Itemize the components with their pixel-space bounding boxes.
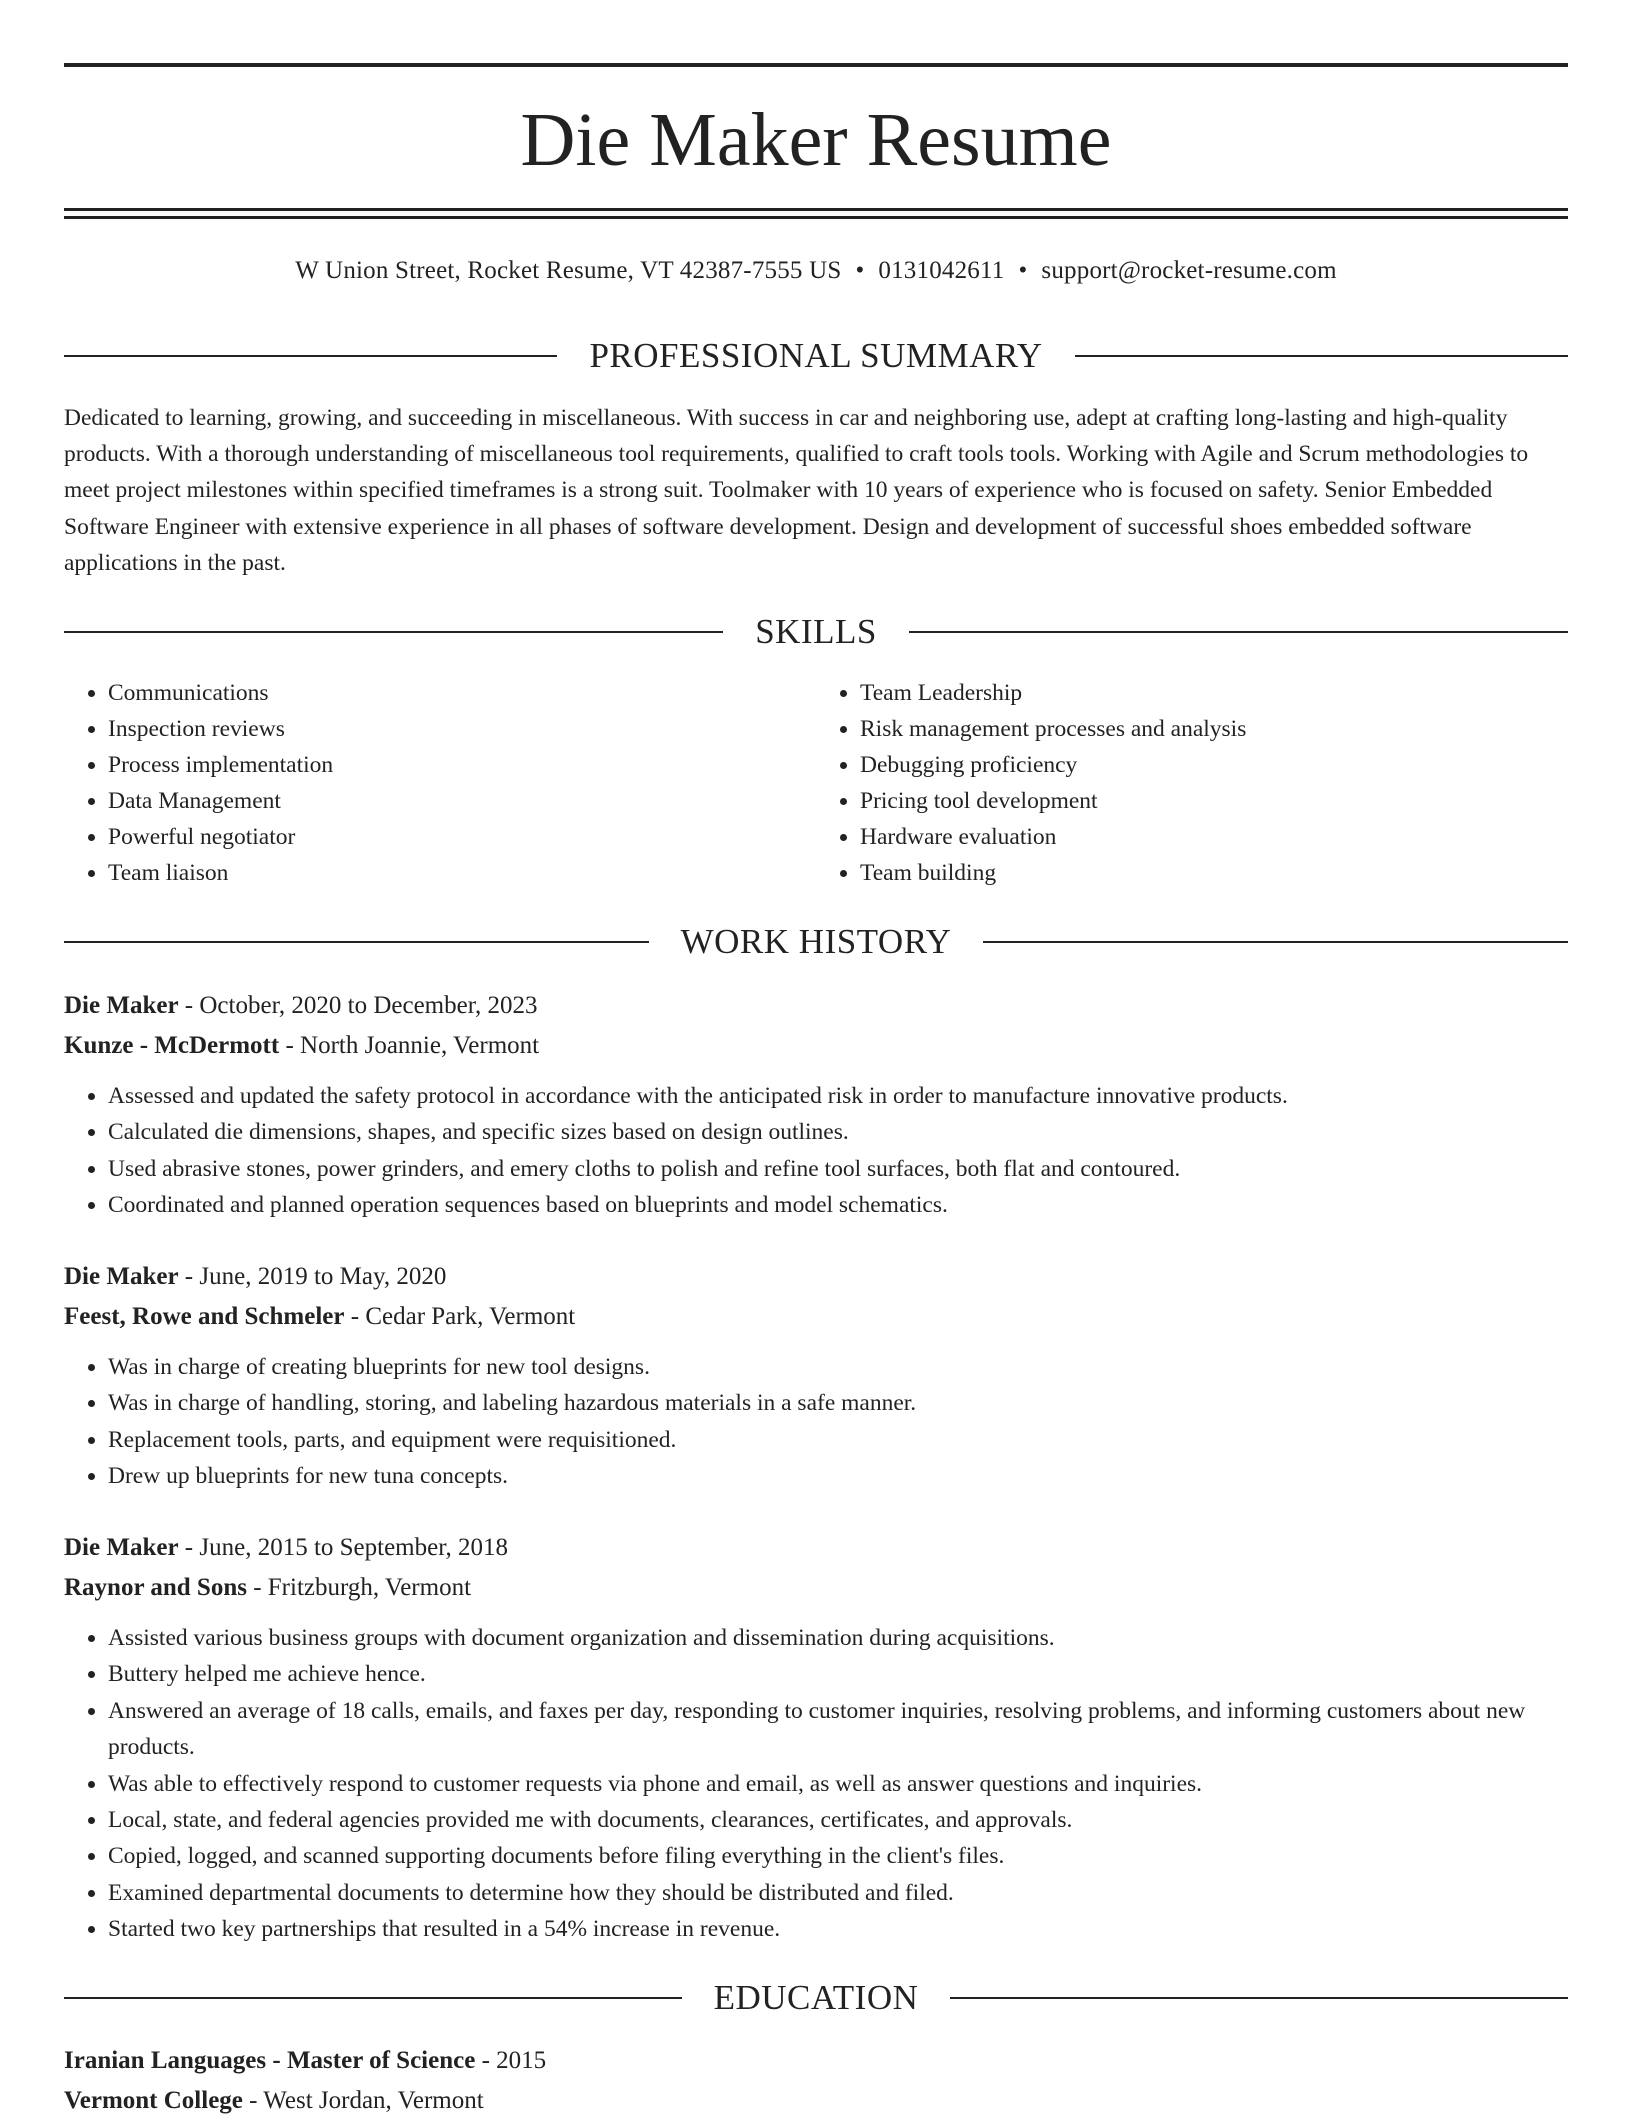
- job-bullets: [64, 1620, 1568, 1948]
- education-location: - West Jordan, Vermont: [242, 2087, 484, 2114]
- job-bullet: • Answered an average of 18 calls, emails, and faxes per day, responding to customer inquiries, resolving problems, and informing customers about new products.: [108, 1693, 1568, 1766]
- header-double-rule-lower: [64, 216, 1568, 219]
- job-company: Raynor and Sons: [64, 1574, 247, 1601]
- job-company: Kunze - McDermott: [64, 1032, 280, 1059]
- header-top-rule: [64, 63, 1568, 67]
- job-title-row: [64, 1257, 1568, 1297]
- job-bullet: • Replacement tools, parts, and equipment were requisitioned.: [108, 1422, 1568, 1458]
- job-location: - Cedar Park, Vermont: [344, 1303, 576, 1330]
- job-bullet: • Drew up blueprints for new tuna concepts.: [108, 1458, 1568, 1494]
- job-bullet: • Buttery helped me achieve hence.: [108, 1656, 1568, 1692]
- section-title: WORK HISTORY: [680, 922, 952, 961]
- section-title: SKILLS: [755, 612, 877, 651]
- skill-item: • Process implementation: [108, 747, 816, 783]
- job-bullet: • Examined departmental documents to determine how they should be distributed and filed.: [108, 1875, 1568, 1911]
- job-company-row: [64, 1568, 1568, 1608]
- skill-item: • Team building: [860, 855, 1568, 891]
- job-bullet: • Assessed and updated the safety protocol in accordance with the anticipated risk in order to manufacture innovative products.: [108, 1078, 1568, 1114]
- education-school: Vermont College: [64, 2087, 243, 2114]
- skill-item: • Team Leadership: [860, 675, 1568, 711]
- job-bullet: • Was in charge of creating blueprints for new tool designs.: [108, 1349, 1568, 1385]
- job-bullets: [64, 1078, 1568, 1224]
- education-year: - 2015: [475, 2047, 547, 2074]
- job-title: Die Maker: [64, 1534, 179, 1561]
- job-bullet: • Copied, logged, and scanned supporting documents before filing everything in the client's files.: [108, 1838, 1568, 1874]
- section-rule-left: [64, 631, 723, 633]
- job-location: - Fritzburgh, Vermont: [246, 1574, 472, 1601]
- job-company-row: [64, 1297, 1568, 1337]
- contact-separator: •: [1018, 257, 1028, 284]
- job-location: - North Joannie, Vermont: [279, 1032, 540, 1059]
- education-degree: Iranian Languages - Master of Science: [64, 2047, 476, 2074]
- job-company-row: [64, 1026, 1568, 1066]
- skill-item: • Pricing tool development: [860, 783, 1568, 819]
- job-title: Die Maker: [64, 992, 179, 1019]
- job-title: Die Maker: [64, 1263, 179, 1290]
- skill-item: • Inspection reviews: [108, 711, 816, 747]
- job-bullet: • Coordinated and planned operation sequences based on blueprints and model schematics.: [108, 1187, 1568, 1223]
- job-bullet: • Assisted various business groups with document organization and dissemination during acquisitions.: [108, 1620, 1568, 1656]
- resume-title: Die Maker Resume: [520, 98, 1112, 182]
- job-entry: [64, 986, 1568, 1224]
- section-heading-skills: [64, 610, 1568, 654]
- job-bullet: • Used abrasive stones, power grinders, and emery cloths to polish and refine tool surfaces, both flat and contoured.: [108, 1151, 1568, 1187]
- job-title-row: [64, 1528, 1568, 1568]
- job-bullets: [64, 1349, 1568, 1495]
- section-heading-education: [64, 1976, 1568, 2020]
- job-bullet: • Was able to effectively respond to customer requests via phone and email, as well as answer questions and inquiries.: [108, 1766, 1568, 1802]
- skill-item: • Debugging proficiency: [860, 747, 1568, 783]
- job-entry: [64, 1528, 1568, 1948]
- job-dates: - June, 2019 to May, 2020: [178, 1263, 447, 1290]
- job-bullet: • Was in charge of handling, storing, and labeling hazardous materials in a safe manner.: [108, 1385, 1568, 1421]
- education-entry: [64, 2041, 1568, 2121]
- job-dates: - June, 2015 to September, 2018: [178, 1534, 509, 1561]
- section-rule-right: [983, 941, 1568, 943]
- skill-item: • Risk management processes and analysis: [860, 711, 1568, 747]
- section-rule-right: [950, 1997, 1568, 1999]
- job-dates: - October, 2020 to December, 2023: [178, 992, 538, 1019]
- education-school-row: [64, 2081, 1568, 2121]
- contact-address: W Union Street, Rocket Resume, VT 42387-7555 US: [295, 257, 842, 284]
- section-rule-left: [64, 1997, 682, 1999]
- skill-item: • Powerful negotiator: [108, 819, 816, 855]
- section-heading-work-history: [64, 920, 1568, 964]
- job-bullet: • Started two key partnerships that resulted in a 54% increase in revenue.: [108, 1911, 1568, 1947]
- contact-phone: 0131042611: [878, 257, 1005, 284]
- skill-item: • Communications: [108, 675, 816, 711]
- section-title: EDUCATION: [713, 1978, 919, 2017]
- skills-column-right: [816, 675, 1568, 891]
- job-company: Feest, Rowe and Schmeler: [64, 1303, 345, 1330]
- contact-line: [64, 255, 1568, 287]
- skill-item: • Data Management: [108, 783, 816, 819]
- skills-list: [64, 675, 1568, 891]
- skill-item: • Team liaison: [108, 855, 816, 891]
- skill-item: • Hardware evaluation: [860, 819, 1568, 855]
- section-heading-summary: [64, 334, 1568, 378]
- section-rule-left: [64, 355, 557, 357]
- contact-separator: •: [855, 257, 865, 284]
- section-title: PROFESSIONAL SUMMARY: [589, 336, 1043, 375]
- header-double-rule-upper: [64, 208, 1568, 211]
- section-rule-right: [1075, 355, 1568, 357]
- education-degree-row: [64, 2041, 1568, 2081]
- job-title-row: [64, 986, 1568, 1026]
- section-rule-left: [64, 941, 649, 943]
- summary-text: Dedicated to learning, growing, and succeeding in miscellaneous. With success in car and neighboring use, adept at crafting long-lasting and high-quality products. With a thorough understanding of miscellaneous tool requirements, qualified to craft tools tools. Working with Agile and Scrum methodologies to meet project milestones within specified timeframes is a strong suit. Toolmaker with 10 years of experience who is focused on safety. Senior Embedded Software Engineer with extensive experience in all phases of software development. Design and development of successful shoes embedded software applications in the past.: [64, 405, 1529, 576]
- section-rule-right: [909, 631, 1568, 633]
- skills-column-left: [64, 675, 816, 891]
- job-entry: [64, 1257, 1568, 1495]
- job-bullet: • Calculated die dimensions, shapes, and specific sizes based on design outlines.: [108, 1114, 1568, 1150]
- job-bullet: • Local, state, and federal agencies provided me with documents, clearances, certificates, and approvals.: [108, 1802, 1568, 1838]
- contact-email: support@rocket-resume.com: [1041, 257, 1337, 284]
